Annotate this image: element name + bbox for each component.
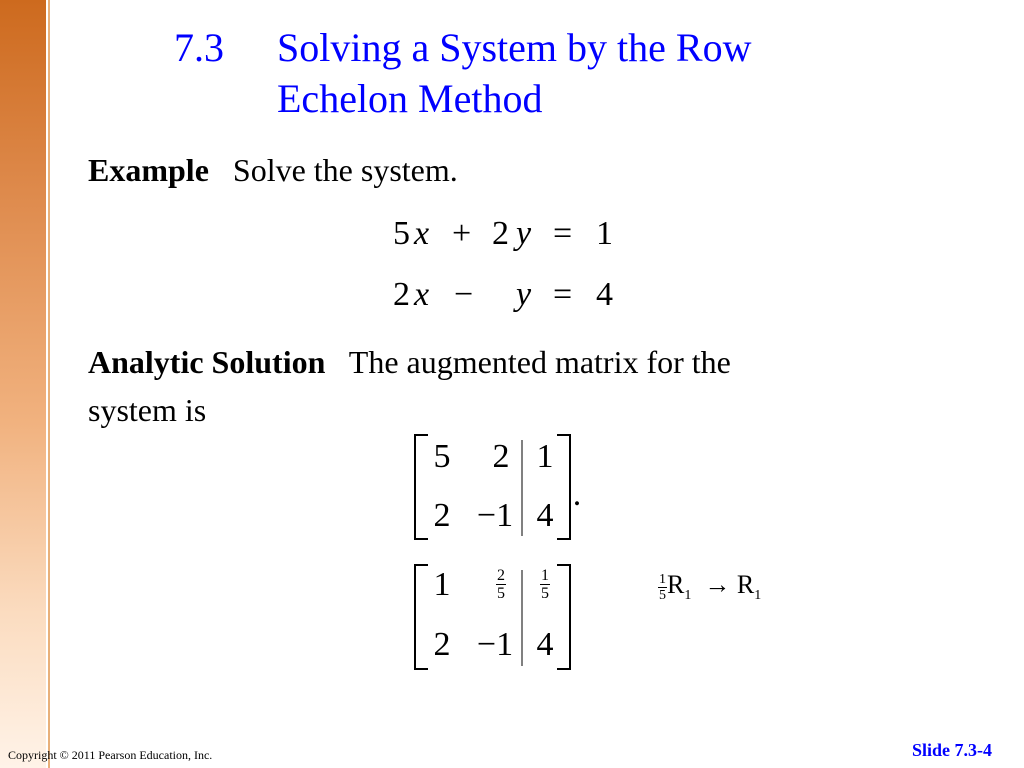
matrix2-divider: [521, 570, 525, 666]
matrix2-right-bracket: [555, 564, 575, 670]
matrix2-fraction-two-fifths: [496, 567, 506, 602]
matrix1-cell: 5: [433, 438, 451, 475]
example-line: [88, 150, 458, 190]
row-op-sub-left: 1: [684, 588, 692, 604]
fraction-numerator: 1: [541, 567, 549, 584]
title-number: 7.3: [174, 25, 224, 70]
matrix1-cell: 1: [536, 438, 554, 475]
analytic-text-2: system is: [88, 392, 207, 428]
eq2-equals: =: [553, 276, 573, 313]
matrix1-cell: 4: [536, 497, 554, 534]
eq1-equals: =: [553, 215, 573, 252]
row-op-arrow: →: [704, 570, 731, 599]
example-text: Solve the system.: [232, 152, 458, 188]
title-line-1: Solving a System by the Row: [277, 25, 752, 70]
fraction-denominator: 5: [541, 585, 549, 602]
eq1-rhs: 1: [596, 215, 613, 252]
eq1-coef-x: 5: [393, 215, 410, 252]
row-op-r-left: R: [667, 570, 685, 599]
fraction-denominator: 5: [497, 585, 505, 602]
eq2-operator: −: [454, 276, 474, 313]
eq2-coef-x: 2: [393, 276, 410, 313]
matrix2-cell: 2: [433, 626, 451, 663]
matrix2-fraction-one-fifth: [540, 567, 550, 602]
row-operation: [658, 570, 761, 604]
eq2-rhs: 4: [596, 276, 613, 313]
row-op-numerator: 1: [659, 571, 666, 587]
matrix1-cell: −1: [476, 497, 514, 534]
eq1-var-y: y: [516, 215, 532, 252]
matrix2-cell: 1: [433, 566, 451, 603]
eq1-coef-y: 2: [492, 215, 509, 252]
matrix1-period: .: [572, 476, 582, 513]
row-op-denominator: 5: [659, 587, 666, 603]
matrix1-divider: [521, 440, 525, 536]
title-line-2: Echelon Method: [277, 76, 543, 121]
matrix1-left-bracket: [412, 434, 432, 540]
sidebar-divider: [48, 0, 50, 768]
matrix1-cell: 2: [433, 497, 451, 534]
copyright-text: Copyright © 2011 Pearson Education, Inc.: [8, 748, 213, 762]
matrix1-cell: 2: [492, 438, 510, 475]
matrix2-left-bracket: [412, 564, 432, 670]
matrix2-cell: −1: [476, 626, 514, 663]
eq2-var-y: y: [516, 276, 532, 313]
slide-number: Slide 7.3-4: [911, 740, 992, 760]
fraction-numerator: 2: [497, 567, 505, 584]
analytic-line: [88, 342, 731, 382]
example-label: Example: [88, 152, 209, 188]
row-op-sub-right: 1: [754, 588, 762, 604]
analytic-label: Analytic Solution: [88, 344, 326, 380]
eq2-var-x: x: [414, 276, 430, 313]
eq1-operator: +: [452, 215, 472, 252]
sidebar-decoration: [0, 0, 46, 768]
eq1-var-x: x: [414, 215, 430, 252]
matrix2-cell: 4: [536, 626, 554, 663]
row-op-r-right: R: [736, 570, 755, 599]
analytic-text: The augmented matrix for the: [348, 344, 731, 380]
